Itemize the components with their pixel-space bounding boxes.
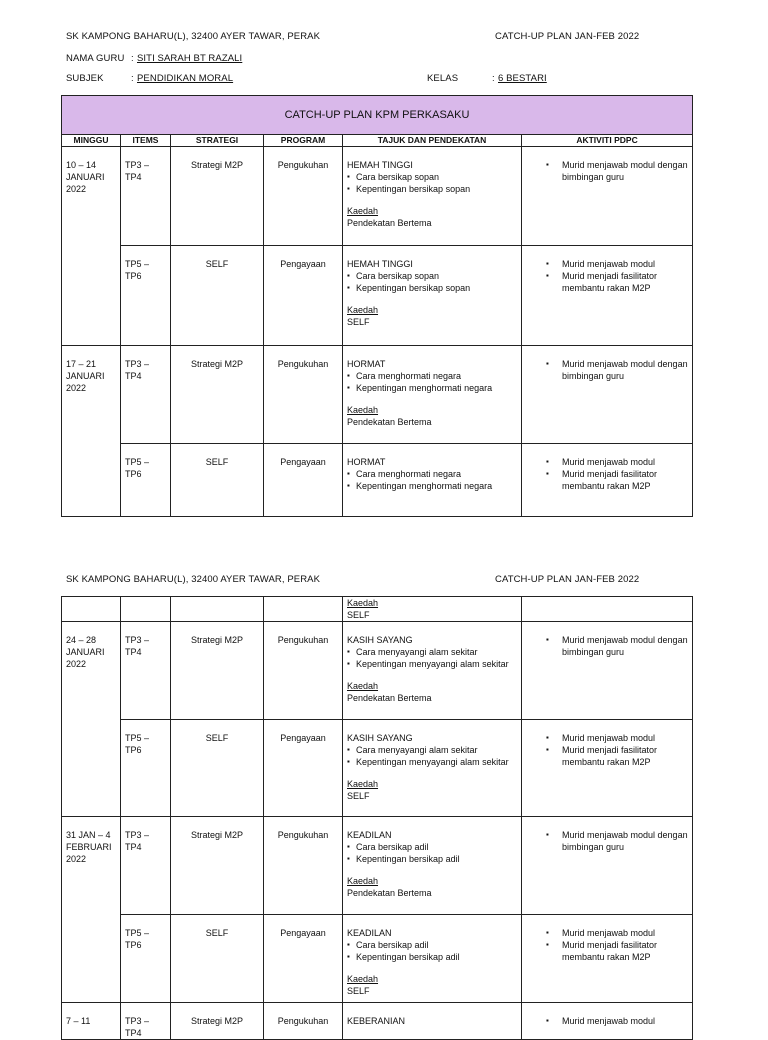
tajuk-points [347, 841, 517, 865]
table-row [62, 346, 693, 444]
col-program: PROGRAM [264, 135, 343, 147]
list-item: ▪ Kepentingan bersikap adil [347, 853, 517, 865]
tajuk-cell [343, 720, 522, 817]
list-item: ▪ Cara bersikap adil [347, 939, 517, 951]
tajuk-title: HORMAT [347, 457, 386, 467]
tajuk-title: KEADILAN [347, 928, 392, 938]
kaedah-block [347, 778, 517, 802]
list-item: ▪ Cara bersikap adil [347, 841, 517, 853]
tajuk-cell [343, 1003, 522, 1040]
col-minggu: MINGGU [62, 135, 121, 147]
plan-table-page1 [61, 95, 693, 517]
list-item: ▪ Murid menjawab modul [562, 927, 688, 939]
list-item: ▪ Murid menjawab modul dengan bimbingan guru [562, 829, 688, 853]
kaedah-label: Kaedah [347, 305, 379, 315]
list-item: ▪ Kepentingan bersikap sopan [347, 282, 517, 294]
list-item: ▪ Kepentingan menghormati negara [347, 480, 517, 492]
aktiviti-cell [522, 444, 693, 517]
col-tajuk: TAJUK DAN PENDEKATAN [343, 135, 522, 147]
tajuk-points [347, 270, 517, 294]
aktiviti-cell [522, 597, 693, 622]
aktiviti-cell [522, 622, 693, 720]
list-item: ▪ Kepentingan bersikap sopan [347, 183, 517, 195]
aktiviti-list [526, 159, 688, 183]
list-item: ▪ Murid menjadi fasilitator membantu rakan M2P [562, 270, 688, 294]
list-item: ▪ Murid menjawab modul dengan bimbingan guru [562, 358, 688, 382]
plan-period-page2: CATCH-UP PLAN JAN-FEB 2022 [495, 574, 640, 585]
guru-colon: : [131, 53, 134, 64]
minggu-cell [62, 597, 121, 622]
strategi-cell: Strategi M2P [171, 622, 264, 720]
aktiviti-cell [522, 346, 693, 444]
kaedah-value: SELF [347, 986, 370, 996]
aktiviti-list [526, 634, 688, 658]
minggu-cell: 10 – 14 JANUARI 2022 [62, 147, 121, 346]
kaedah-block [347, 404, 517, 428]
kaedah-block [347, 205, 517, 229]
list-item: ▪ Kepentingan bersikap adil [347, 951, 517, 963]
program-cell: Pengayaan [264, 246, 343, 346]
table-row [62, 147, 693, 246]
list-item: ▪ Murid menjawab modul [562, 258, 688, 270]
aktiviti-cell [522, 817, 693, 915]
strategi-cell: Strategi M2P [171, 346, 264, 444]
minggu-cell: 31 JAN – 4 FEBRUARI 2022 [62, 817, 121, 1003]
table-header-row [62, 135, 693, 147]
kaedah-value: Pendekatan Bertema [347, 693, 432, 703]
strategi-cell: SELF [171, 720, 264, 817]
program-cell [264, 597, 343, 622]
kaedah-value: SELF [347, 317, 370, 327]
table-row [62, 915, 693, 1003]
subjek-value: PENDIDIKAN MORAL [137, 73, 234, 84]
col-items: ITEMS [121, 135, 171, 147]
list-item: ▪ Kepentingan menyayangi alam sekitar [347, 658, 517, 670]
list-item: ▪ Cara menghormati negara [347, 468, 517, 480]
program-cell: Pengukuhan [264, 622, 343, 720]
subjek-label: SUBJEK [66, 73, 104, 84]
minggu-cell: 17 – 21 JANUARI 2022 [62, 346, 121, 517]
list-item: ▪ Murid menjadi fasilitator membantu rakan M2P [562, 744, 688, 768]
guru-value: SITI SARAH BT RAZALI [137, 53, 243, 64]
subjek-colon: : [131, 73, 134, 84]
aktiviti-cell [522, 246, 693, 346]
table-row [62, 246, 693, 346]
kaedah-value: Pendekatan Bertema [347, 417, 432, 427]
items-cell: TP5 – TP6 [121, 246, 171, 346]
items-cell: TP3 – TP4 [121, 147, 171, 246]
program-cell: Pengukuhan [264, 346, 343, 444]
kaedah-value: Pendekatan Bertema [347, 888, 432, 898]
guru-label: NAMA GURU [66, 53, 125, 64]
tajuk-cell [343, 346, 522, 444]
list-item: ▪ Cara menyayangi alam sekitar [347, 646, 517, 658]
program-cell: Pengayaan [264, 915, 343, 1003]
kaedah-label: Kaedah [347, 206, 379, 216]
tajuk-points [347, 468, 517, 492]
kelas-label: KELAS [427, 73, 459, 84]
program-cell: Pengukuhan [264, 1003, 343, 1040]
items-cell: TP5 – TP6 [121, 444, 171, 517]
tajuk-cell [343, 622, 522, 720]
aktiviti-list [526, 732, 688, 768]
list-item: ▪ Murid menjawab modul [562, 1015, 688, 1027]
program-cell: Pengayaan [264, 444, 343, 517]
kaedah-block [347, 680, 517, 704]
kaedah-block [347, 875, 517, 899]
aktiviti-list [526, 258, 688, 294]
list-item: ▪ Kepentingan menyayangi alam sekitar [347, 756, 517, 768]
aktiviti-list [526, 1015, 688, 1027]
table-row [62, 817, 693, 915]
minggu-cell: 7 – 11 [62, 1003, 121, 1040]
program-cell: Pengukuhan [264, 147, 343, 246]
plan-table-page2 [61, 596, 693, 1040]
kaedah-label: Kaedah [347, 681, 379, 691]
tajuk-cell [343, 147, 522, 246]
kelas-value: 6 BESTARI [498, 73, 547, 84]
tajuk-title: KASIH SAYANG [347, 635, 413, 645]
items-cell: TP5 – TP6 [121, 915, 171, 1003]
kaedah-label: Kaedah [347, 405, 379, 415]
table-row [62, 622, 693, 720]
strategi-cell: Strategi M2P [171, 147, 264, 246]
school-header: SK KAMPONG BAHARU(L), 32400 AYER TAWAR, PERAK [66, 31, 321, 42]
aktiviti-list [526, 358, 688, 382]
tajuk-cell [343, 915, 522, 1003]
list-item: ▪ Murid menjadi fasilitator membantu rakan M2P [562, 939, 688, 963]
tajuk-title: HEMAH TINGGI [347, 259, 413, 269]
kaedah-label: Kaedah [347, 598, 379, 608]
tajuk-cell [343, 597, 522, 622]
aktiviti-list [526, 456, 688, 492]
items-cell: TP3 – TP4 [121, 1003, 171, 1040]
program-cell: Pengukuhan [264, 817, 343, 915]
kaedah-label: Kaedah [347, 974, 379, 984]
tajuk-cell [343, 444, 522, 517]
list-item: ▪ Cara bersikap sopan [347, 171, 517, 183]
minggu-cell: 24 – 28 JANUARI 2022 [62, 622, 121, 817]
kelas-colon: : [492, 73, 495, 84]
items-cell [121, 597, 171, 622]
aktiviti-list [526, 829, 688, 853]
items-cell: TP3 – TP4 [121, 622, 171, 720]
list-item: ▪ Cara menyayangi alam sekitar [347, 744, 517, 756]
tajuk-title: HEMAH TINGGI [347, 160, 413, 170]
table-row [62, 1003, 693, 1040]
table-row [62, 444, 693, 517]
list-item: ▪ Murid menjawab modul [562, 732, 688, 744]
tajuk-points [347, 646, 517, 670]
aktiviti-cell [522, 720, 693, 817]
table-row [62, 597, 693, 622]
strategi-cell: Strategi M2P [171, 1003, 264, 1040]
strategi-cell: SELF [171, 246, 264, 346]
tajuk-points [347, 370, 517, 394]
kaedah-block [347, 973, 517, 997]
school-header-page2: SK KAMPONG BAHARU(L), 32400 AYER TAWAR, PERAK [66, 574, 321, 585]
items-cell: TP3 – TP4 [121, 817, 171, 915]
tajuk-points [347, 939, 517, 963]
list-item: ▪ Cara menghormati negara [347, 370, 517, 382]
plan-period: CATCH-UP PLAN JAN-FEB 2022 [495, 31, 640, 42]
strategi-cell: Strategi M2P [171, 817, 264, 915]
kaedah-value: SELF [347, 610, 370, 620]
list-item: ▪ Murid menjadi fasilitator membantu rakan M2P [562, 468, 688, 492]
col-strategi: STRATEGI [171, 135, 264, 147]
table-title: CATCH-UP PLAN KPM PERKASAKU [62, 96, 693, 135]
tajuk-title: KEBERANIAN [347, 1016, 406, 1026]
aktiviti-cell [522, 1003, 693, 1040]
tajuk-title: KASIH SAYANG [347, 733, 413, 743]
list-item: ▪ Kepentingan menghormati negara [347, 382, 517, 394]
tajuk-cell [343, 817, 522, 915]
aktiviti-cell [522, 915, 693, 1003]
aktiviti-list [526, 927, 688, 963]
kaedah-block [347, 304, 517, 328]
kaedah-label: Kaedah [347, 779, 379, 789]
list-item: ▪ Murid menjawab modul dengan bimbingan guru [562, 159, 688, 183]
strategi-cell: SELF [171, 915, 264, 1003]
kaedah-label: Kaedah [347, 876, 379, 886]
strategi-cell: SELF [171, 444, 264, 517]
program-cell: Pengayaan [264, 720, 343, 817]
list-item: ▪ Cara bersikap sopan [347, 270, 517, 282]
list-item: ▪ Murid menjawab modul [562, 456, 688, 468]
tajuk-title: KEADILAN [347, 830, 392, 840]
tajuk-cell [343, 246, 522, 346]
kaedah-value: Pendekatan Bertema [347, 218, 432, 228]
tajuk-points [347, 171, 517, 195]
tajuk-points [347, 744, 517, 768]
items-cell: TP5 – TP6 [121, 720, 171, 817]
list-item: ▪ Murid menjawab modul dengan bimbingan guru [562, 634, 688, 658]
aktiviti-cell [522, 147, 693, 246]
strategi-cell [171, 597, 264, 622]
tajuk-title: HORMAT [347, 359, 386, 369]
col-aktiviti: AKTIVITI PDPC [522, 135, 693, 147]
table-row [62, 720, 693, 817]
items-cell: TP3 – TP4 [121, 346, 171, 444]
kaedah-value: SELF [347, 791, 370, 801]
